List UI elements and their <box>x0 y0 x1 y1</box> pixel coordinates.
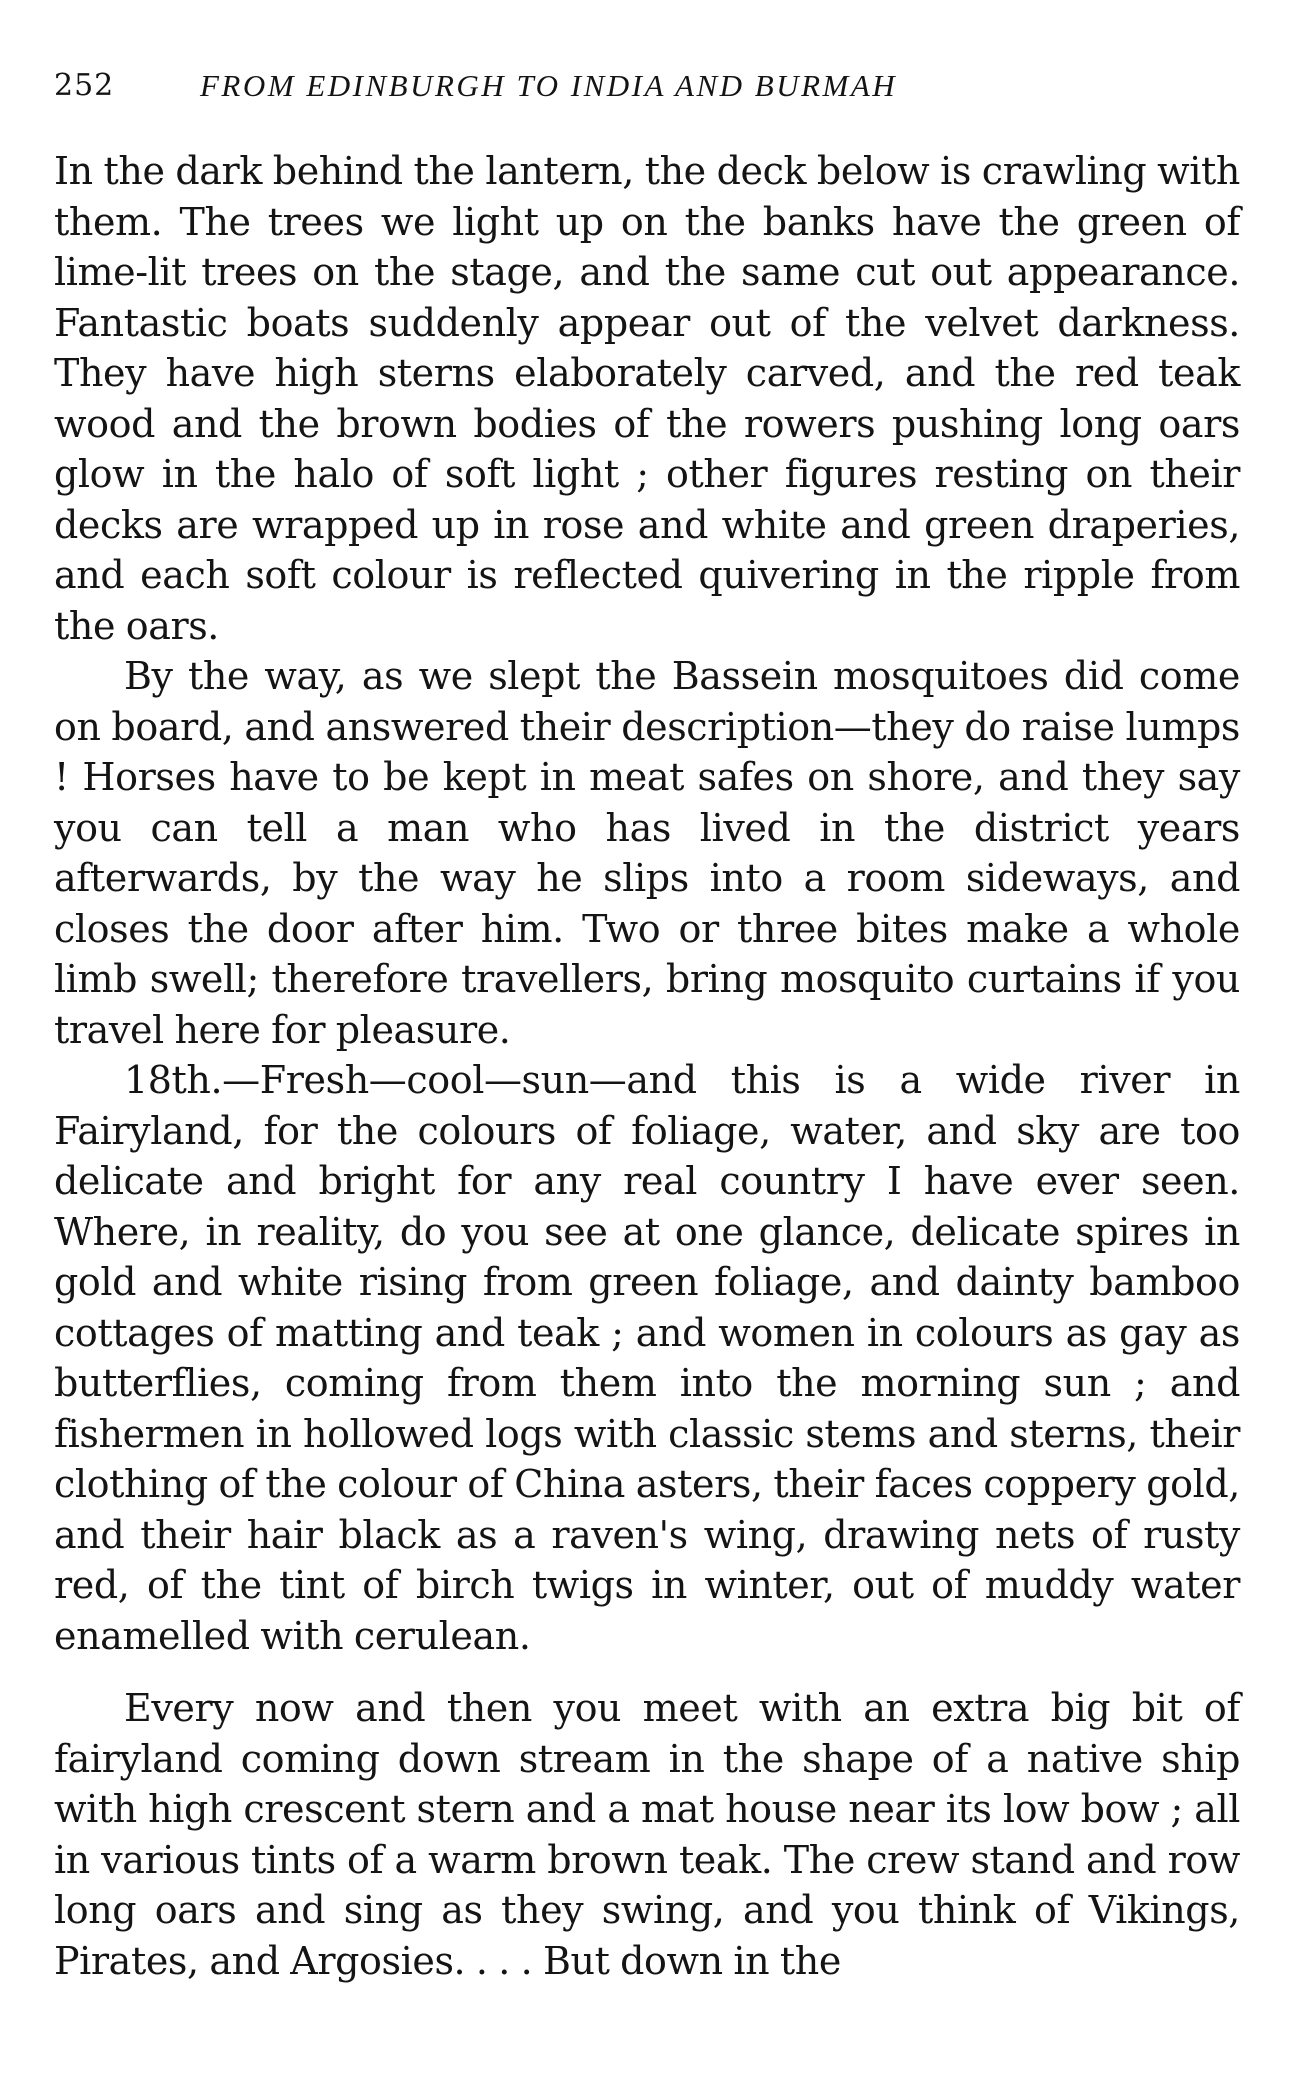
paragraph-native-ship: Every now and then you meet with an extra big bit of fairyland coming down stream in the shape of a native ship with high crescent stern and a mat house near its low bow ; all in various tints of a warm brown teak. The crew stand and row long oars and sing as they swing, and you think of Vikings, Pirates, and Argosies. . . . But down in the <box>54 1686 1240 1983</box>
running-title: FROM EDINBURGH TO INDIA AND BURMAH <box>200 68 898 103</box>
paragraph-lantern-boats: In the dark behind the lantern, the deck below is crawling with them. The trees we light up on the banks have the green of lime-lit trees on the stage, and the same cut out appearance. Fantastic boats suddenly appear out of the velvet darkness. They have high sterns elaborately carved, and the red teak wood and the brown bodies of the rowers pushing long oars glow in the halo of soft light ; other figures resting on their decks are wrapped up in rose and white and green draperies, and each soft colour is reflected quivering in the ripple from the oars. <box>54 149 1240 648</box>
page-number: 252 <box>54 68 115 103</box>
body-text <box>54 146 1240 1986</box>
paragraph-mosquitoes: By the way, as we slept the Bassein mosquitoes did come on board, and answered their description—they do raise lumps ! Horses have to be kept in meat safes on shore, and they say you can tell a man who has lived in the district years afterwards, by the way he slips into a room sideways, and closes the door after him. Two or three bites make a whole limb swell; therefore travellers, bring mosquito curtains if you travel here for pleasure. <box>54 654 1240 1052</box>
paragraph-fairyland-river: 18th.—Fresh—cool—sun—and this is a wide river in Fairyland, for the colours of foliage, water, and sky are too delicate and bright for any real country I have ever seen. Where, in reality, do you see at one glance, delicate spires in gold and white rising from green foliage, and dainty bamboo cottages of matting and teak ; and women in colours as gay as butterflies, coming from them into the morning sun ; and fishermen in hollowed logs with classic stems and sterns, their clothing of the colour of China asters, their faces coppery gold, and their hair black as a raven's wing, drawing nets of rusty red, of the tint of birch twigs in winter, out of muddy water enamelled with cerulean. <box>54 1058 1240 1658</box>
running-head <box>54 64 1234 108</box>
